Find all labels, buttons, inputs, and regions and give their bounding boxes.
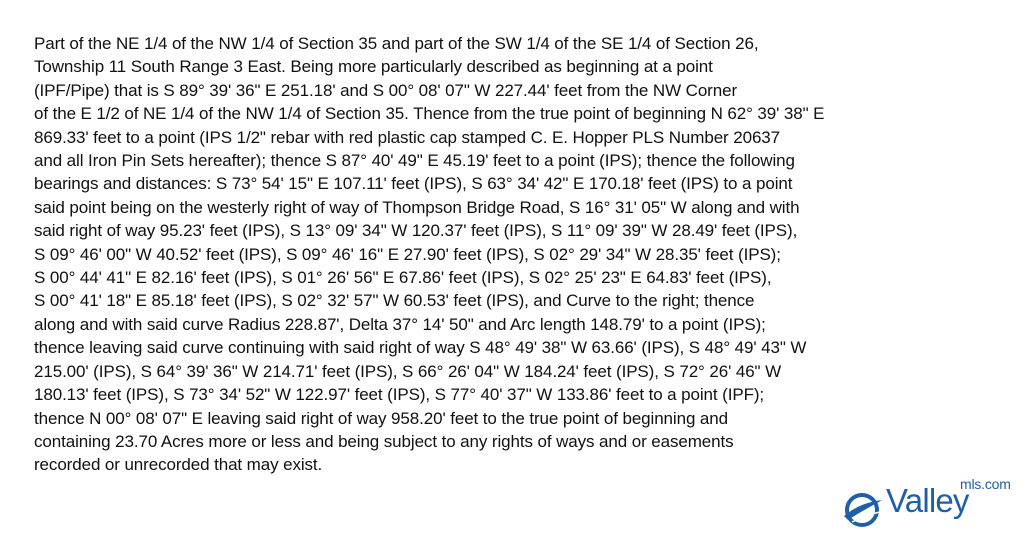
description-line-3: (IPF/Pipe) that is S 89° 39' 36" E 251.18' and S 00° 08' 07" W 227.44' feet from the NW Corner: [34, 80, 738, 100]
description-line-16: 180.13' feet (IPS), S 73° 34' 52" W 122.97' feet (IPS), S 77° 40' 37" W 133.86' feet to a point (IPF);: [34, 385, 765, 405]
description-line-10: S 09° 46' 00" W 40.52' feet (IPS), S 09° 46' 16" E 27.90' feet (IPS), S 02° 29' 34" W 28.35' feet (IPS);: [34, 244, 781, 264]
description-line-13: along and with said curve Radius 228.87', Delta 37° 14' 50" and Arc length 148.79' to a point (IPS);: [34, 314, 766, 334]
description-line-12: S 00° 41' 18" E 85.18' feet (IPS), S 02° 32' 57" W 60.53' feet (IPS), and Curve to the right; thence: [34, 291, 755, 311]
description-line-19: recorded or unrecorded that may exist.: [34, 455, 323, 475]
valleymls-logo: [842, 476, 1011, 530]
logo-wordmark: Valley: [886, 482, 969, 519]
description-line-5: 869.33' feet to a point (IPS 1/2" rebar with red plastic cap stamped C. E. Hopper PLS Number 20637: [34, 127, 781, 147]
description-line-6: and all Iron Pin Sets hereafter); thence S 87° 40' 49" E 45.19' feet to a point (IPS); thence the following: [34, 151, 795, 171]
legal-description: [34, 32, 1014, 477]
description-line-1: Part of the NE 1/4 of the NW 1/4 of Section 35 and part of the SW 1/4 of the SE 1/4 of Section 26,: [34, 34, 759, 53]
description-line-2: Township 11 South Range 3 East. Being more particularly described as beginning at a point: [34, 57, 713, 77]
description-line-7: bearings and distances: S 73° 54' 15" E 107.11' feet (IPS), S 63° 34' 42" E 170.18' feet (IPS) to a point: [34, 174, 793, 194]
description-line-4: of the E 1/2 of NE 1/4 of the NW 1/4 of Section 35. Thence from the true point of beginning N 62° 39' 38" E: [34, 104, 825, 124]
description-line-17: thence N 00° 08' 07" E leaving said right of way 958.20' feet to the true point of beginning and: [34, 408, 728, 428]
description-line-9: said right of way 95.23' feet (IPS), S 13° 09' 34" W 120.37' feet (IPS), S 11° 09' 39" W 28.49' feet (IPS),: [34, 221, 798, 241]
description-line-18: containing 23.70 Acres more or less and being subject to any rights of ways and or easements: [34, 431, 734, 451]
description-line-8: said point being on the westerly right of way of Thompson Bridge Road, S 16° 31' 05" W along and with: [34, 197, 800, 217]
description-line-14: thence leaving said curve continuing with said right of way S 48° 49' 38" W 63.66' (IPS), S 48° 49' 43" W: [34, 338, 807, 358]
description-line-11: S 00° 44' 41" E 82.16' feet (IPS), S 01° 26' 56" E 67.86' feet (IPS), S 02° 25' 23" E 64.83' feet (IPS),: [34, 268, 772, 288]
description-line-15: 215.00' (IPS), S 64° 39' 36" W 214.71' feet (IPS), S 66° 26' 04" W 184.24' feet (IPS), S 72° 26' 46" W: [34, 361, 782, 381]
logo-domain: mls.com: [960, 476, 1011, 492]
swoosh-o-icon: [842, 488, 884, 530]
